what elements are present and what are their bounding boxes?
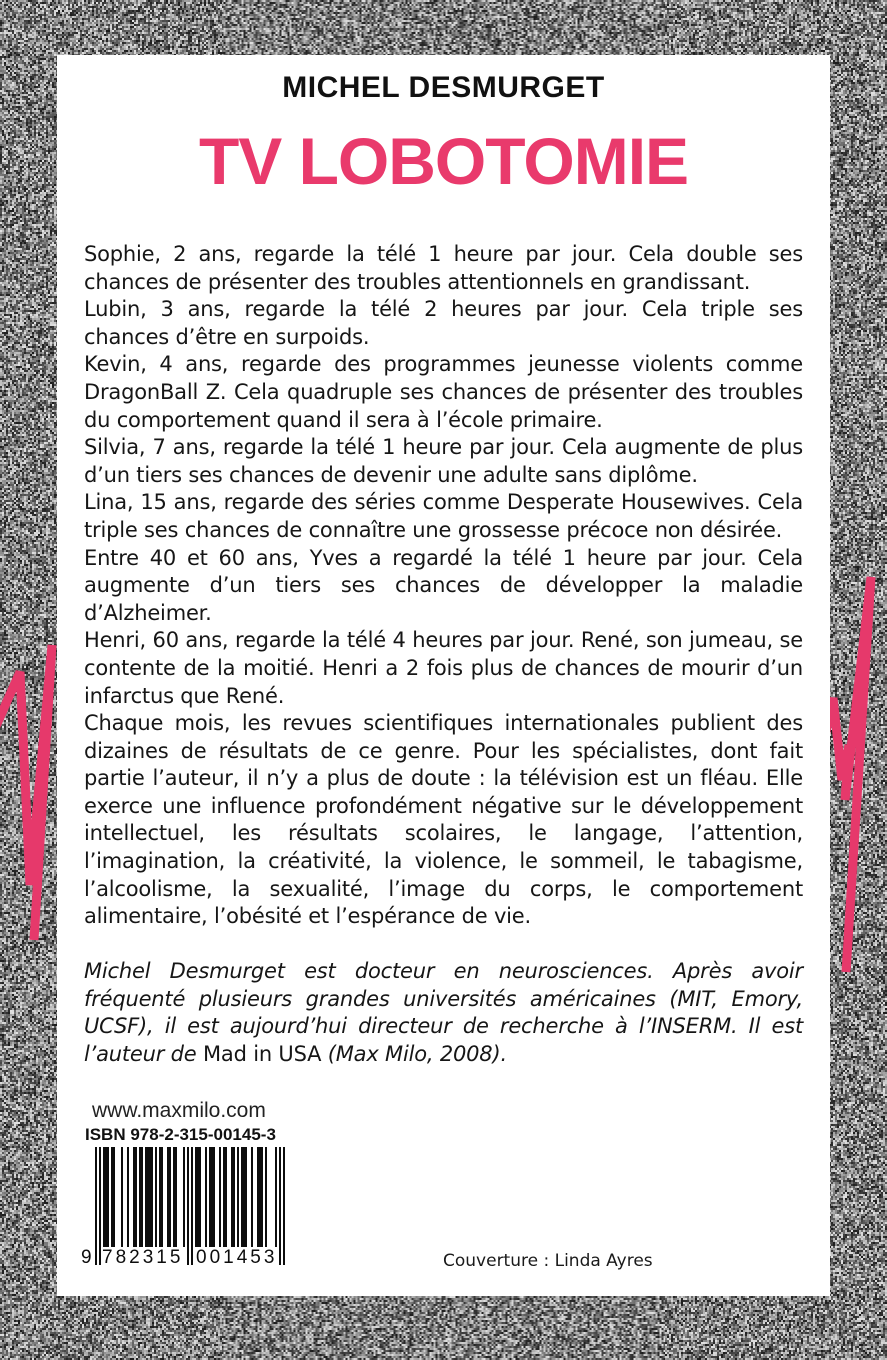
barcode-bar	[113, 1147, 115, 1247]
barcode-bar	[199, 1147, 201, 1247]
heartbeat-line-left-icon	[0, 0, 57, 1360]
barcode-bar	[121, 1147, 123, 1247]
cover-credit: Couverture : Linda Ayres	[443, 1251, 653, 1271]
barcode-bar	[135, 1147, 137, 1247]
bio-text-start: Michel Desmurget est docteur en neurosciences. Après avoir fréquenté plusieurs grandes universités américaines (MIT, Emory, UCSF), il est aujourd’hui directeur de recherche à l’INSERM. Il est l’auteur de	[84, 959, 803, 1066]
barcode-bar	[237, 1147, 239, 1247]
barcode-bar	[107, 1147, 109, 1247]
blurb-paragraph: Henri, 60 ans, regarde la télé 4 heures par jour. René, son jumeau, se contente de la moitié. Henri a 2 fois plus de chances de mourir d’un infarctus que René.	[84, 628, 803, 708]
blurb-paragraph: Silvia, 7 ans, regarde la télé 1 heure par jour. Cela augmente de plus d’un tiers ses chances de devenir une adulte sans diplôme.	[84, 435, 803, 487]
barcode-bar	[175, 1147, 177, 1247]
barcode-bar	[187, 1147, 189, 1265]
blurb-paragraph: Lubin, 3 ans, regarde la télé 2 heures par jour. Cela triple ses chances d’être en surpoids.	[84, 297, 803, 349]
barcode-bar	[265, 1147, 267, 1247]
barcode-bar	[205, 1147, 207, 1247]
barcode-bar	[261, 1147, 263, 1247]
barcode-bar	[251, 1147, 253, 1247]
barcode-bar	[127, 1147, 129, 1247]
barcode-bar	[169, 1147, 171, 1247]
barcode-digit-first: 9	[81, 1247, 92, 1268]
barcode-bar	[245, 1147, 247, 1247]
bio-book-title: Mad in USA	[203, 1041, 328, 1066]
isbn-label: ISBN 978-2-315-00145-3	[85, 1125, 276, 1144]
barcode-bar	[233, 1147, 235, 1247]
barcode-bar	[219, 1147, 221, 1247]
blurb-paragraph: Kevin, 4 ans, regarde des programmes jeunesse violents comme DragonBall Z. Cela quadruple ses chances de présenter des troubles du comportement quand il sera à l’école primaire.	[84, 352, 803, 432]
book-title: TV LOBOTOMIE	[198, 124, 689, 198]
blurb	[84, 241, 803, 931]
barcode-bar	[155, 1147, 157, 1247]
barcode-bar	[99, 1147, 101, 1265]
blurb-paragraph: Chaque mois, les revues scientifiques internationales publient des dizaines de résultats de ce genre. Pour les spécialistes, dont fait partie l’auteur, il n’y a plus de doute : la télévision est un fléau. Elle exerce une influence profondément négative sur le développement intellectuel, les résultats scolaires, le langage, l’attention, l’imagination, la créativité, la violence, le sommeil, le tabagisme, l’alcoolisme, la sexualité, l’image du corps, le comportement alimentaire, l’obésité et l’espérance de vie.	[84, 711, 803, 929]
author-name: MICHEL DESMURGET	[282, 71, 605, 104]
publisher-website: www.maxmilo.com	[92, 1099, 266, 1122]
barcode-digits-left: 782315	[102, 1247, 184, 1268]
cover-panel	[57, 55, 830, 1296]
heartbeat-line-right-icon	[830, 0, 887, 1360]
author-bio	[84, 958, 803, 1068]
barcode-bar	[151, 1147, 153, 1247]
barcode-bar	[279, 1147, 281, 1265]
barcode-bar	[183, 1147, 185, 1247]
barcode-bar	[191, 1147, 193, 1265]
blurb-paragraph: Entre 40 et 60 ans, Yves a regardé la télé 1 heure par jour. Cela augmente d’un tiers ses chances de développer la maladie d’Alzheimer.	[84, 545, 803, 625]
barcode-bar	[95, 1147, 97, 1265]
bio-text-end: (Max Milo, 2008).	[327, 1041, 507, 1066]
barcode-bar	[213, 1147, 215, 1247]
barcode-bar	[141, 1147, 143, 1247]
barcode-digits-right: 001453	[196, 1247, 278, 1268]
barcode-bar	[161, 1147, 163, 1247]
blurb-paragraph: Sophie, 2 ans, regarde la télé 1 heure par jour. Cela double ses chances de présenter des troubles attentionnels en grandissant.	[84, 242, 803, 294]
barcode-bar	[275, 1147, 277, 1247]
ean-barcode	[81, 1147, 295, 1271]
barcode-bar	[283, 1147, 285, 1265]
barcode-bar	[225, 1147, 227, 1247]
blurb-paragraph: Lina, 15 ans, regarde des séries comme Desperate Housewives. Cela triple ses chances de connaître une grossesse précoce non désirée.	[84, 490, 803, 542]
